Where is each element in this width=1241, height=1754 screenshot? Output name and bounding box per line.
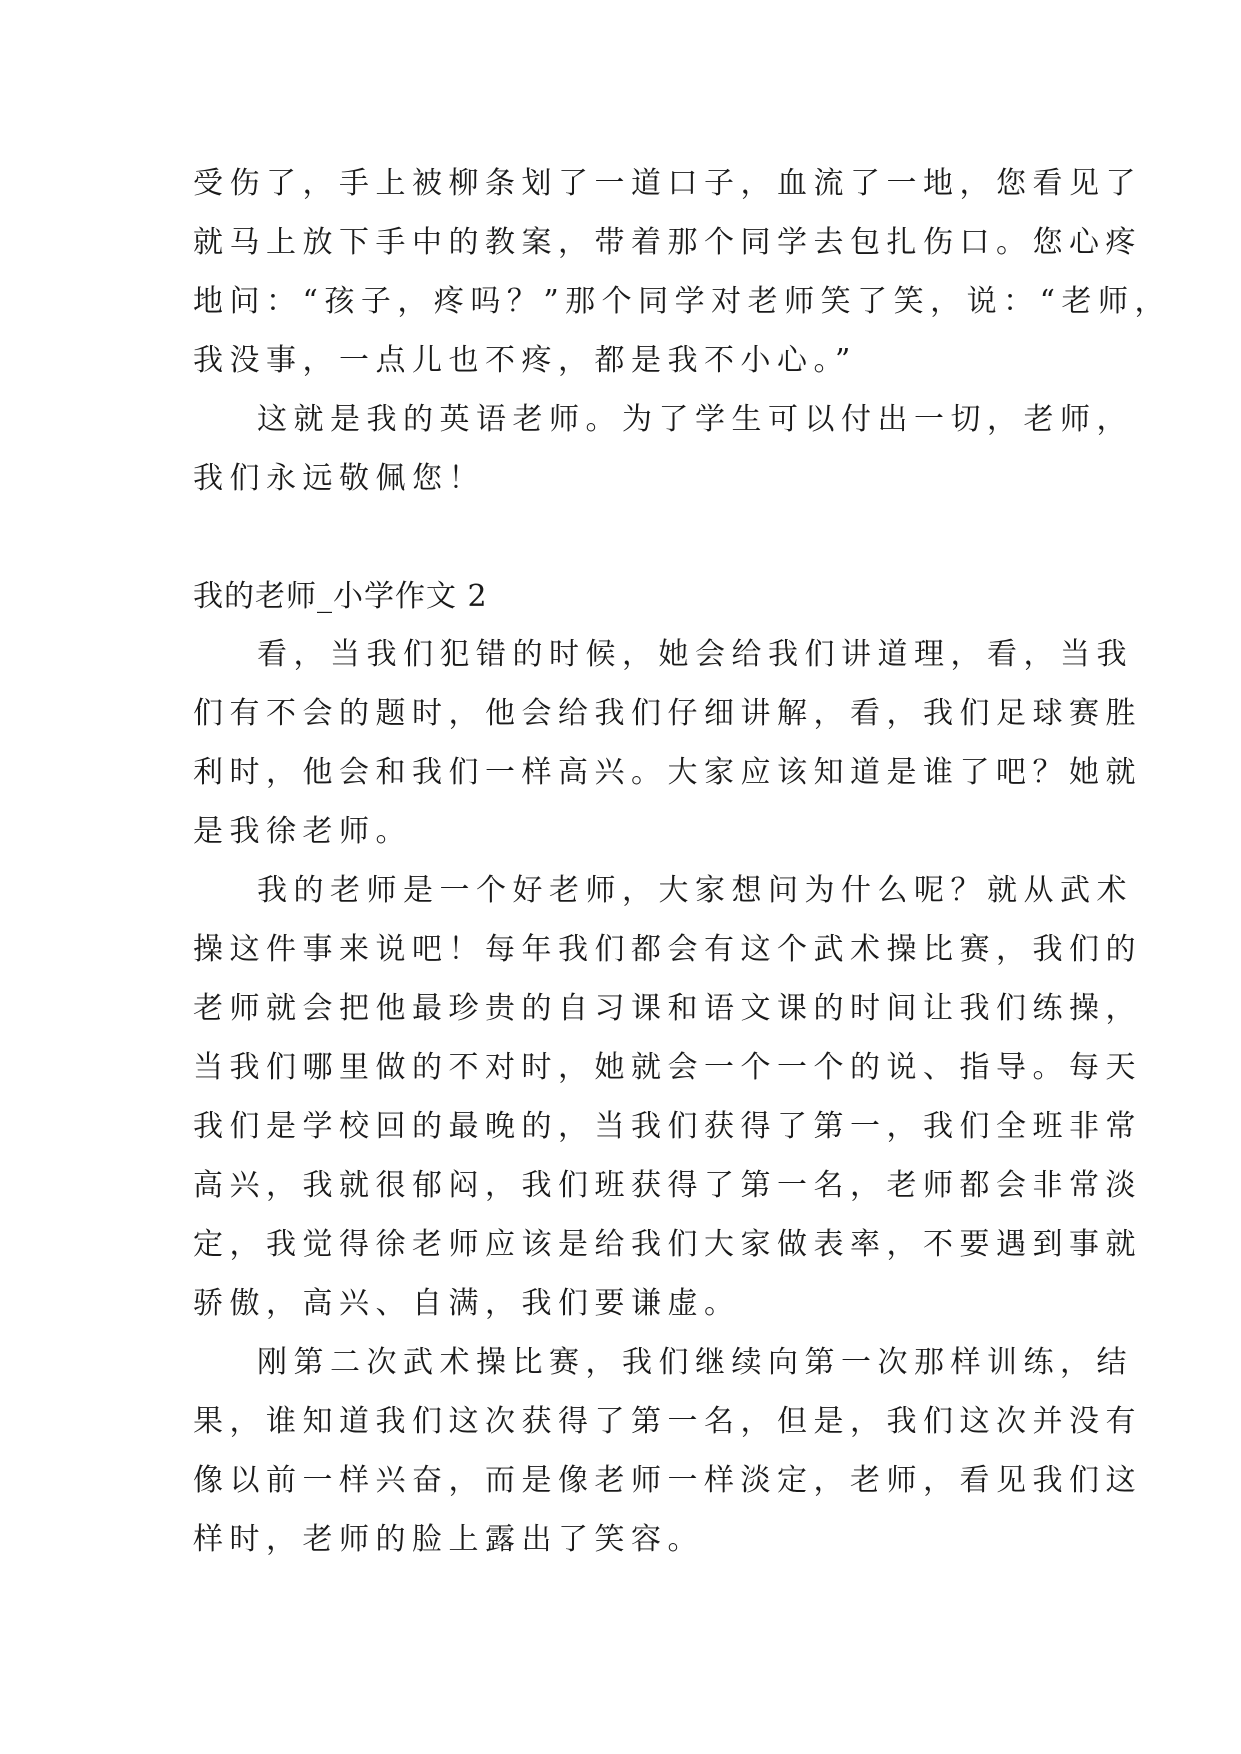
paragraph-line: 受伤了，手上被柳条划了一道口子，血流了一地，您看见了: [193, 166, 1142, 201]
paragraph-line: 地问：“孩子，疼吗？”那个同学对老师笑了笑，说：“老师，: [193, 284, 1172, 319]
paragraph-line: 老师就会把他最珍贵的自习课和语文课的时间让我们练操，: [193, 991, 1142, 1026]
paragraph-line: 我没事，一点儿也不疼，都是我不小心。”: [193, 343, 857, 378]
paragraph-line: 是我徐老师。: [193, 814, 412, 849]
paragraph-line: 利时，他会和我们一样高兴。大家应该知道是谁了吧？她就: [193, 755, 1142, 790]
paragraph-line: 就马上放下手中的教案，带着那个同学去包扎伤口。您心疼: [193, 225, 1142, 260]
section-heading: 我的老师_小学作文 2: [193, 579, 488, 614]
paragraph-line: 我的老师是一个好老师，大家想问为什么呢？就从武术: [257, 873, 1133, 908]
paragraph-line: 操这件事来说吧！每年我们都会有这个武术操比赛，我们的: [193, 932, 1142, 967]
paragraph-line: 我们永远敬佩您！: [193, 461, 485, 496]
paragraph-line: 我们是学校回的最晚的，当我们获得了第一，我们全班非常: [193, 1109, 1142, 1144]
paragraph-line: 刚第二次武术操比赛，我们继续向第一次那样训练，结: [257, 1345, 1133, 1380]
paragraph-line: 像以前一样兴奋，而是像老师一样淡定，老师，看见我们这: [193, 1463, 1142, 1498]
paragraph-line: 骄傲，高兴、自满，我们要谦虚。: [193, 1286, 741, 1321]
paragraph-line: 果，谁知道我们这次获得了第一名，但是，我们这次并没有: [193, 1404, 1142, 1439]
paragraph-line: 看，当我们犯错的时候，她会给我们讲道理，看，当我: [257, 637, 1133, 672]
paragraph-line: 们有不会的题时，他会给我们仔细讲解，看，我们足球赛胜: [193, 696, 1142, 731]
paragraph-line: 定，我觉得徐老师应该是给我们大家做表率，不要遇到事就: [193, 1227, 1142, 1262]
paragraph-line: 高兴，我就很郁闷，我们班获得了第一名，老师都会非常淡: [193, 1168, 1142, 1203]
paragraph-line: 当我们哪里做的不对时，她就会一个一个的说、指导。每天: [193, 1050, 1142, 1085]
paragraph-line: 样时，老师的脸上露出了笑容。: [193, 1522, 704, 1557]
paragraph-line: 这就是我的英语老师。为了学生可以付出一切，老师，: [257, 402, 1133, 437]
